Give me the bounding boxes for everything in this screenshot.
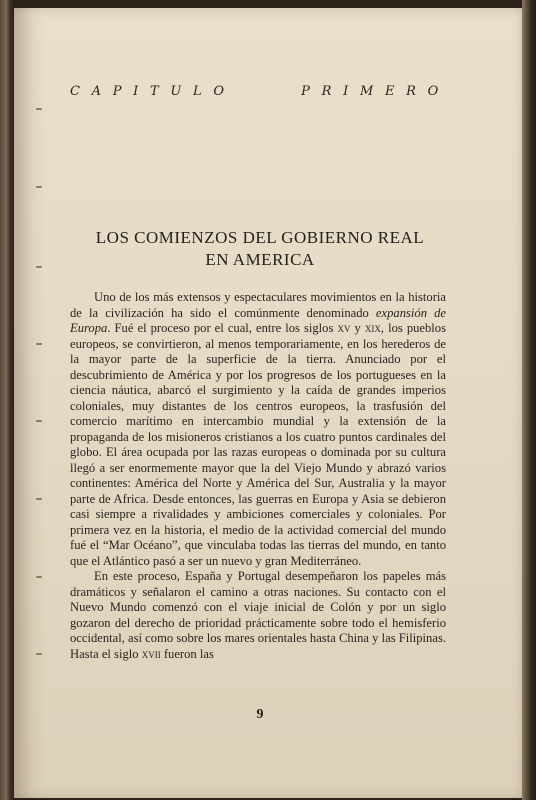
paragraph-2-text-b: fueron las: [160, 646, 214, 661]
binding-stitch: [36, 576, 42, 578]
paragraph-1-text-a: Uno de los más extensos y espectaculares movimientos en la historia de la civilización ha sido el comúnmente denominado: [70, 290, 446, 320]
binding-stitch: [36, 266, 42, 268]
binding-stitch: [36, 343, 42, 345]
chapter-title-line-1: LOS COMIENZOS DEL GOBIERNO REAL: [95, 228, 425, 247]
chapter-word: CAPITULO: [70, 84, 236, 99]
binding-stitch: [36, 653, 42, 655]
emphasized-term: expansión de Europa: [70, 305, 446, 335]
body-text: [70, 290, 446, 662]
binding-stitch: [36, 420, 42, 422]
paragraph-1-text-b: . Fué el proceso por el cual, entre los siglos: [107, 321, 338, 335]
paragraph-1: [70, 290, 446, 569]
binding-stitch: [36, 498, 42, 500]
century-xix: xix: [364, 321, 381, 335]
chapter-title: [70, 227, 450, 271]
paragraph-2-text-a: En este proceso, España y Portugal desempeñaron los papeles más dramáticos y señalaron el camino a otras naciones. Su contacto con el Nuevo Mundo comenzó con el viaje inicial de Colón y por un siglo gozaron del derecho de prioridad prácticamente sobre todo el hemisferio occidental, así como sobre los mares orientales hasta China y las Filipinas. Hasta el siglo: [70, 569, 446, 661]
paragraph-1-text-d: , los pueblos europeos, se convirtieron, al menos temporariamente, en los herederos de la mayor parte de la superficie de la tierra. Anunciado por el descubrimiento de América y por los progresos de los portugueses en la ciencia náutica, abarcó el surgimiento y la caída de grandes imperios coloniales, muy distantes de los centros europeos, la trasfusión del comercio marítimo en intercambio mundial y la extensión de la propaganda de los misioneros cristianos a los cuatro puntos cardinales del globo. El área ocupada por las razas europeas o dominada por su cultura llegó a ser enormemente mayor que la del Viejo Mundo y abrazó varios continentes: América del Norte y América del Sur, Australia y la mayor parte de Africa. Desde entonces, las guerras en Europa y Asia se debieron casi siempre a rivalidades y ambiciones comerciales y coloniales. Por primera vez en la historia, el medio de la actividad comercial del mundo fué el “Mar Océano”, que vinculaba todas las tierras del mundo, en tanto que el Atlántico pasó a ser un nuevo y gran Mediterráneo.: [70, 321, 447, 568]
paragraph-1-text-c: y: [350, 321, 365, 335]
chapter-number-word: PRIMERO: [301, 84, 450, 99]
binding-stitch: [36, 108, 42, 110]
chapter-title-line-2: EN AMERICA: [205, 250, 315, 269]
book-cover-edge: [522, 0, 536, 800]
binding-stitch: [36, 186, 42, 188]
page-number: 9: [256, 707, 264, 722]
century-xvii: xvii: [141, 646, 161, 661]
century-xv: xv: [337, 321, 351, 335]
chapter-heading: [70, 84, 450, 99]
paragraph-2: [70, 569, 446, 662]
